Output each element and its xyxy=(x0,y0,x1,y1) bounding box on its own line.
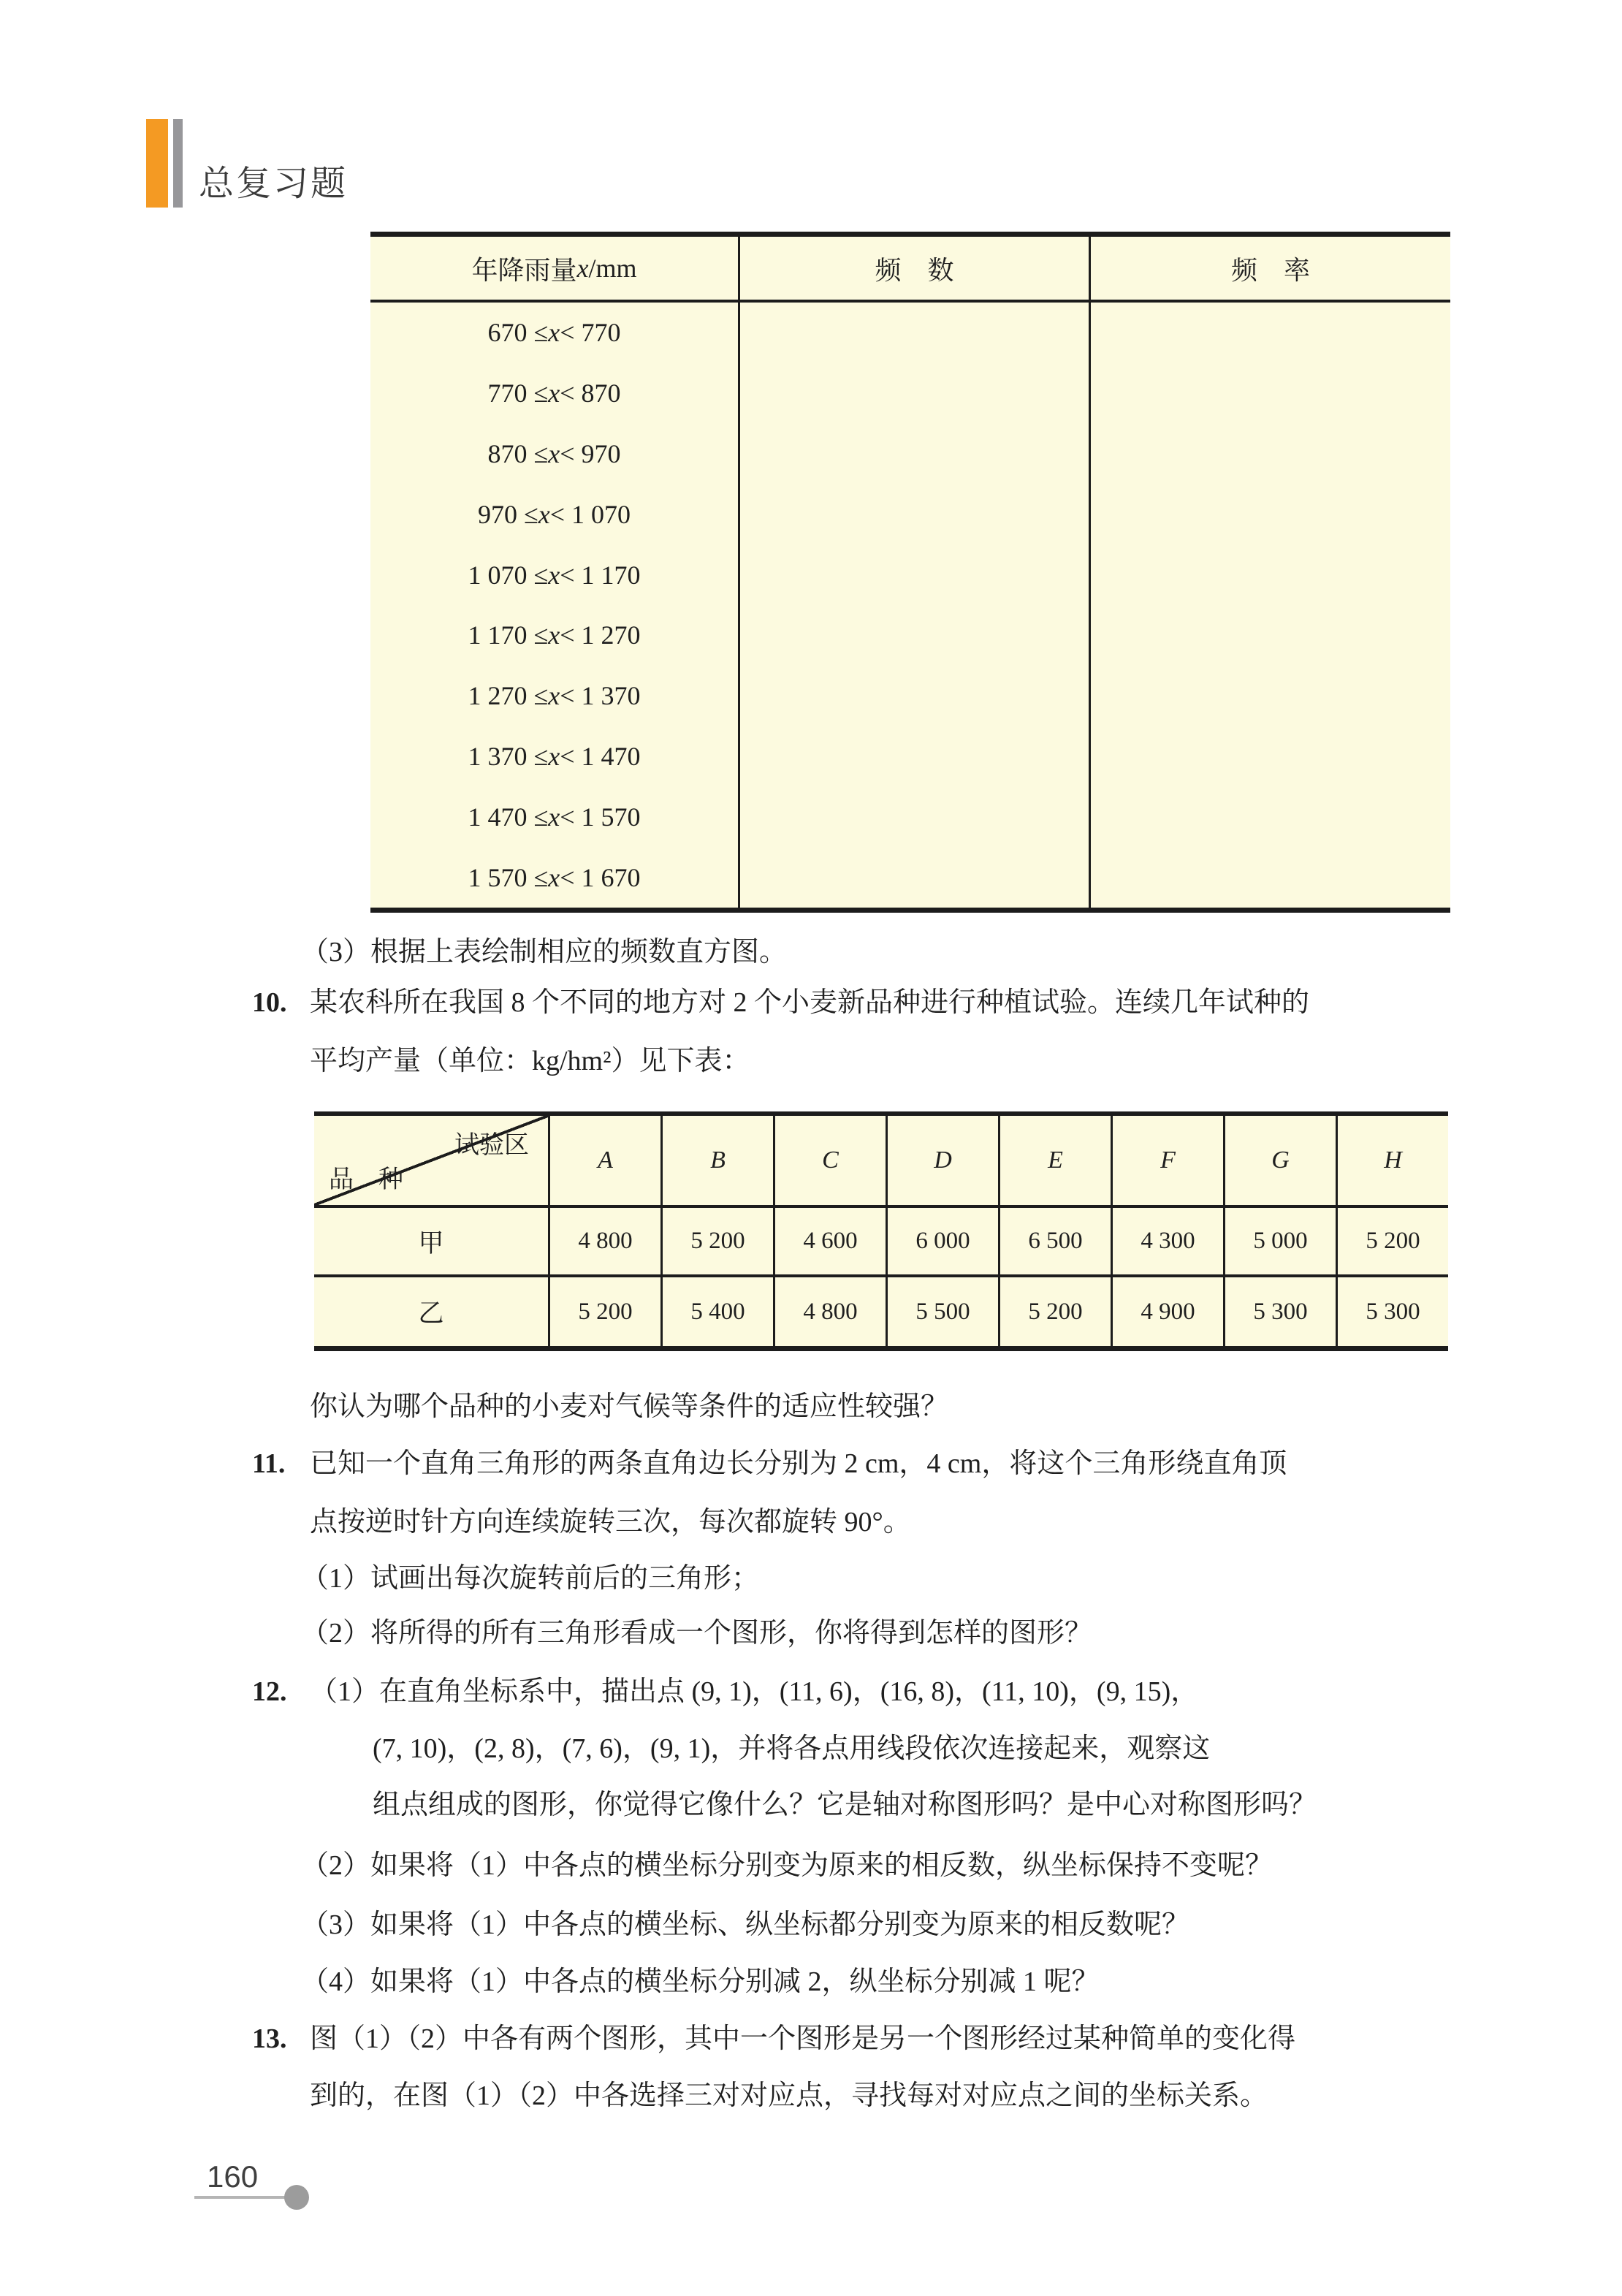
problem-10-line-2: 平均产量（单位：kg/hm²）见下表： xyxy=(310,1046,750,1076)
wheat-column-header: H xyxy=(1336,1116,1448,1208)
wheat-column-header: B xyxy=(660,1116,773,1208)
problem-11-line-2: 点按逆时针方向连续旋转三次，每次都旋转 90°。 xyxy=(310,1507,911,1537)
problem-12-text-1: （1）在直角坐标系中，描出点 (9, 1)，(11, 6)，(16, 8)，(11, 10)，(9, 15)， xyxy=(310,1676,1199,1707)
rainfall-range-column xyxy=(370,303,738,908)
problem-10-number: 10. xyxy=(252,987,287,1018)
wheat-row-label: 乙 xyxy=(418,1299,444,1328)
problem-11-text-1: 已知一个直角三角形的两条直角边长分别为 2 cm，4 cm，将这个三角形绕直角顶 xyxy=(310,1448,1287,1479)
wheat-value-cell: 5 300 xyxy=(1336,1277,1448,1346)
rainfall-column-header: 频 率 xyxy=(1089,237,1450,303)
problem-12-line-1 xyxy=(252,1673,1198,1710)
wheat-value-cell: 6 500 xyxy=(998,1208,1111,1277)
wheat-corner-label-variety: 品 种 xyxy=(329,1166,403,1193)
frequency-count-column-empty xyxy=(738,303,1089,908)
problem-12-line-3: 组点组成的图形，你觉得它像什么？它是轴对称图形吗？是中心对称图形吗？ xyxy=(373,1790,1317,1820)
wheat-value-cell: 5 400 xyxy=(660,1277,773,1346)
wheat-value-cell: 5 000 xyxy=(1223,1208,1336,1277)
wheat-value-cell: 5 300 xyxy=(1223,1277,1336,1346)
problem-12-sub-3: （3）如果将（1）中各点的横坐标、纵坐标都分别变为原来的相反数呢？ xyxy=(301,1909,1190,1940)
rainfall-range-row: 870 ≤ x < 970 xyxy=(487,438,621,468)
problem-11-number: 11. xyxy=(252,1448,286,1479)
frequency-rate-column-empty xyxy=(1089,303,1450,908)
rainfall-range-row: 1 370 ≤ x < 1 470 xyxy=(468,741,641,771)
wheat-value-cell: 4 300 xyxy=(1111,1208,1223,1277)
wheat-column-header: A xyxy=(548,1116,660,1208)
rainfall-column-header: 频 数 xyxy=(738,237,1089,303)
wheat-value-cell: 4 800 xyxy=(773,1277,886,1346)
page-title: 总复习题 xyxy=(199,164,349,203)
page-number: 160 xyxy=(207,2159,259,2194)
rainfall-range-row: 770 ≤ x < 870 xyxy=(487,379,621,408)
problem-10-question: 你认为哪个品种的小麦对气候等条件的适应性较强？ xyxy=(310,1391,949,1422)
problem-11-sub-1: （1）试画出每次旋转前后的三角形； xyxy=(301,1563,760,1594)
wheat-column-header: D xyxy=(886,1116,998,1208)
problem-12-sub-2: （2）如果将（1）中各点的横坐标分别变为原来的相反数，纵坐标保持不变呢？ xyxy=(301,1850,1273,1881)
rainfall-range-row: 1 070 ≤ x < 1 170 xyxy=(468,560,641,590)
wheat-value-cell: 4 600 xyxy=(773,1208,886,1277)
rainfall-range-row: 1 470 ≤ x < 1 570 xyxy=(468,802,641,832)
wheat-value-cell: 4 800 xyxy=(548,1208,660,1277)
wheat-value-cell: 4 900 xyxy=(1111,1277,1223,1346)
wheat-value-cell: 6 000 xyxy=(886,1208,998,1277)
rainfall-range-row: 670 ≤ x < 770 xyxy=(487,318,621,348)
wheat-value-cell: 5 200 xyxy=(660,1208,773,1277)
wheat-row-label: 甲 xyxy=(314,1208,548,1277)
problem-13-text-1: 图（1）（2）中各有两个图形，其中一个图形是另一个图形经过某种简单的变化得 xyxy=(310,2023,1296,2054)
problem-10-line-1 xyxy=(252,984,1309,1021)
rainfall-range-row: 1 570 ≤ x < 1 670 xyxy=(468,862,641,892)
wheat-column-header: F xyxy=(1111,1116,1223,1208)
rainfall-range-row: 970 ≤ x < 1 070 xyxy=(477,499,631,529)
problem-12-sub-4: （4）如果将（1）中各点的横坐标分别减 2，纵坐标分别减 1 呢？ xyxy=(301,1966,1100,1997)
problem-13-line-2: 到的，在图（1）（2）中各选择三对对应点，寻找每对对应点之间的坐标关系。 xyxy=(310,2080,1268,2111)
rainfall-range-row: 1 170 ≤ x < 1 270 xyxy=(468,620,641,650)
wheat-column-header: C xyxy=(773,1116,886,1208)
problem-10-text-1: 某农科所在我国 8 个不同的地方对 2 个小麦新品种进行种植试验。连续几年试种的 xyxy=(310,987,1310,1018)
footer-dot-icon xyxy=(284,2185,309,2210)
problem-9-sub-3: （3）根据上表绘制相应的频数直方图。 xyxy=(301,937,788,968)
problem-12-line-2: (7, 10)，(2, 8)，(7, 6)，(9, 1)，并将各点用线段依次连接起来，观察这 xyxy=(373,1733,1211,1764)
wheat-value-cell: 5 200 xyxy=(998,1277,1111,1346)
wheat-corner-label-area: 试验区 xyxy=(454,1132,529,1159)
wheat-column-header: G xyxy=(1223,1116,1336,1208)
rainfall-table xyxy=(370,232,1450,913)
rainfall-range-row: 1 270 ≤ x < 1 370 xyxy=(468,681,641,711)
wheat-corner-cell xyxy=(314,1116,548,1208)
problem-11-line-1 xyxy=(252,1445,1287,1482)
wheat-table xyxy=(314,1111,1448,1351)
footer-rule xyxy=(194,2196,291,2199)
rainfall-column-header: 年降雨量 x /mm xyxy=(370,237,738,303)
wheat-value-cell: 5 200 xyxy=(548,1277,660,1346)
header-accent-bar-orange xyxy=(146,119,168,208)
wheat-value-cell: 5 500 xyxy=(886,1277,998,1346)
header-accent-bar-gray xyxy=(173,119,183,208)
problem-13-line-1 xyxy=(252,2021,1295,2057)
problem-13-number: 13. xyxy=(252,2023,287,2054)
problem-12-number: 12. xyxy=(252,1676,287,1707)
wheat-column-header: E xyxy=(998,1116,1111,1208)
problem-11-sub-2: （2）将所得的所有三角形看成一个图形，你将得到怎样的图形？ xyxy=(301,1618,1093,1649)
wheat-value-cell: 5 200 xyxy=(1336,1208,1448,1277)
